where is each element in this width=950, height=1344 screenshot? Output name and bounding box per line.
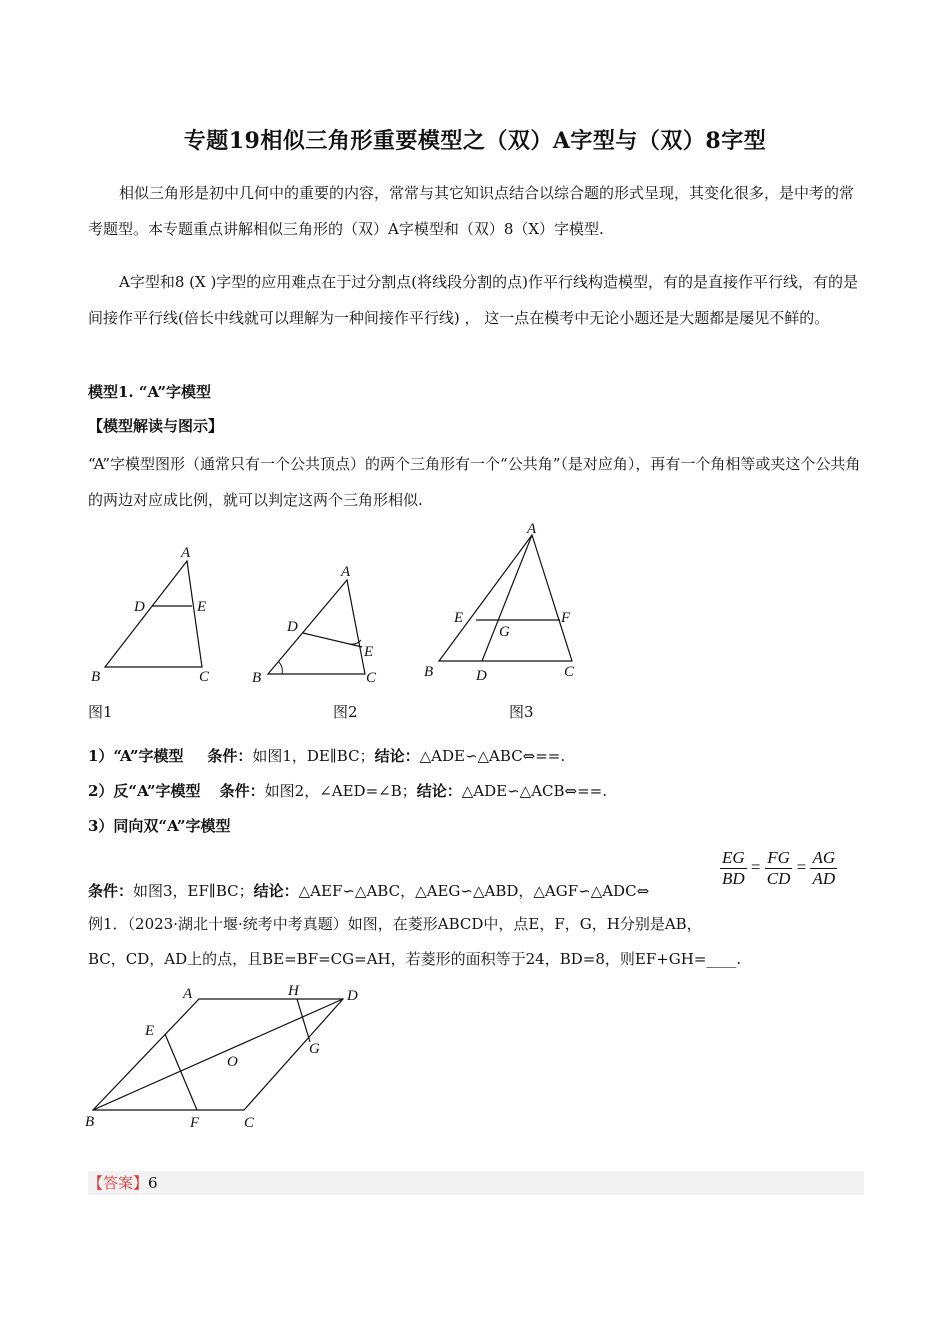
item-1-conclusion-label: 结论：: [374, 747, 420, 765]
item-2-condition: 如图2，∠AED=∠B；: [264, 782, 417, 800]
condition-3-label: 条件：: [88, 882, 134, 900]
fraction-fg-cd: $\frac{FG}{CD}$: [766, 848, 791, 888]
fig2-label-b: B: [252, 670, 262, 686]
example-label-b: B: [85, 1114, 95, 1130]
answer-label: 【答案】: [88, 1174, 149, 1192]
item-1-lead: 1）“A”字模型: [88, 747, 184, 765]
example-label-a: A: [183, 986, 193, 1002]
figure-3-diagram: [420, 518, 590, 688]
answer-value: 6: [148, 1174, 158, 1192]
example-1-line-1: 例1．（2023·湖北十堰·统考中考真题）如图，在菱形ABCD中，点E，F，G，H分别是AB，: [88, 915, 702, 933]
fig3-label-g: G: [499, 624, 510, 640]
fig2-label-d: D: [287, 619, 298, 635]
example-label-e: E: [145, 1023, 155, 1039]
fig2-label-e: E: [364, 644, 374, 660]
fig3-label-a: A: [527, 521, 537, 537]
item-1-conclusion: △ADE∽△ABC⇔==.: [419, 747, 566, 765]
example-label-c: C: [244, 1115, 255, 1131]
fig1-label-d: D: [134, 599, 145, 615]
fig1-label-e: E: [197, 599, 207, 615]
fig3-label-e: E: [454, 610, 464, 626]
example-label-d: D: [347, 988, 358, 1004]
item-1-condition-label: 条件：: [207, 747, 253, 765]
intro-paragraph-2: A字型和8 (X )字型的应用难点在于过分割点(将线段分割的点)作平行线构造模型，有的是直接作平行线，有的是间接作平行线(倍长中线就可以理解为一种间接作平行线) ， 这一点在模考中无论小题还是大题都是屡见不鲜的。: [88, 273, 859, 327]
figure-2-diagram: [240, 558, 390, 693]
model1-subheading: 【模型解读与图示】: [88, 417, 224, 435]
example-label-g: G: [309, 1041, 320, 1057]
equals-sign: =: [750, 857, 761, 877]
condition-3-conclusion: △AEF∽△ABC，△AEG∽△ABD，△AGF∽△ADC⇔: [298, 882, 650, 900]
fraction-ag-ad: $\frac{AG}{AD}$: [812, 848, 836, 888]
item-3-lead: 3）同向双“A”字模型: [88, 817, 231, 835]
answer-box: [88, 1171, 864, 1195]
condition-3-text: 如图3，EF∥BC；: [133, 882, 254, 900]
figure-3-caption: 图3: [509, 703, 534, 721]
fig1-label-b: B: [91, 669, 101, 685]
equals-sign: =: [796, 857, 807, 877]
figure-2-caption: 图2: [333, 703, 358, 721]
item-1: [88, 745, 868, 767]
model1-description: “A”字模型图形（通常只有一个公共顶点）的两个三角形有一个“公共角”（是对应角），再有一个角相等或夹这个公共角的两边对应成比例，就可以判定这两个三角形相似.: [88, 455, 861, 509]
figure-1-caption: 图1: [88, 703, 113, 721]
fig3-label-c: C: [564, 664, 575, 680]
page-title: 专题19相似三角形重要模型之（双）A字型与（双）8字型: [183, 128, 767, 154]
example-label-o: O: [227, 1054, 238, 1070]
fig3-label-b: B: [424, 664, 434, 680]
figure-1-diagram: [88, 540, 228, 690]
item-2-condition-label: 条件：: [219, 782, 265, 800]
example-label-f: F: [190, 1115, 200, 1131]
rhombus-diagram: [80, 980, 380, 1138]
fig1-label-c: C: [199, 669, 210, 685]
fig2-label-c: C: [366, 670, 377, 686]
fig3-label-d: D: [476, 668, 487, 684]
fig3-label-f: F: [561, 610, 571, 626]
item-2-conclusion-label: 结论：: [416, 782, 462, 800]
item-2-conclusion: △ADE∽△ACB⇔==.: [461, 782, 608, 800]
example-1-line-2: BC，CD，AD上的点，且BE=BF=CG=AH，若菱形的面积等于24，BD=8，则EF+GH=____.: [88, 950, 742, 968]
model1-heading: 模型1. “A”字模型: [88, 383, 211, 401]
condition-3-fractions: [720, 848, 837, 889]
condition-3-conclusion-label: 结论：: [253, 882, 299, 900]
fig2-label-a: A: [341, 564, 351, 580]
item-1-condition: 如图1，DE∥BC；: [252, 747, 375, 765]
intro-paragraph-1: 相似三角形是初中几何中的重要的内容，常常与其它知识点结合以综合题的形式呈现，其变化很多，是中考的常考题型。本专题重点讲解相似三角形的（双）A字模型和（双）8（X）字模型.: [88, 184, 855, 238]
example-label-h: H: [288, 983, 299, 999]
fraction-eg-bd: $\frac{EG}{BD}$: [722, 848, 745, 888]
item-2: [88, 780, 868, 802]
item-2-lead: 2）反“A”字模型: [88, 782, 201, 800]
fig1-label-a: A: [181, 545, 191, 561]
